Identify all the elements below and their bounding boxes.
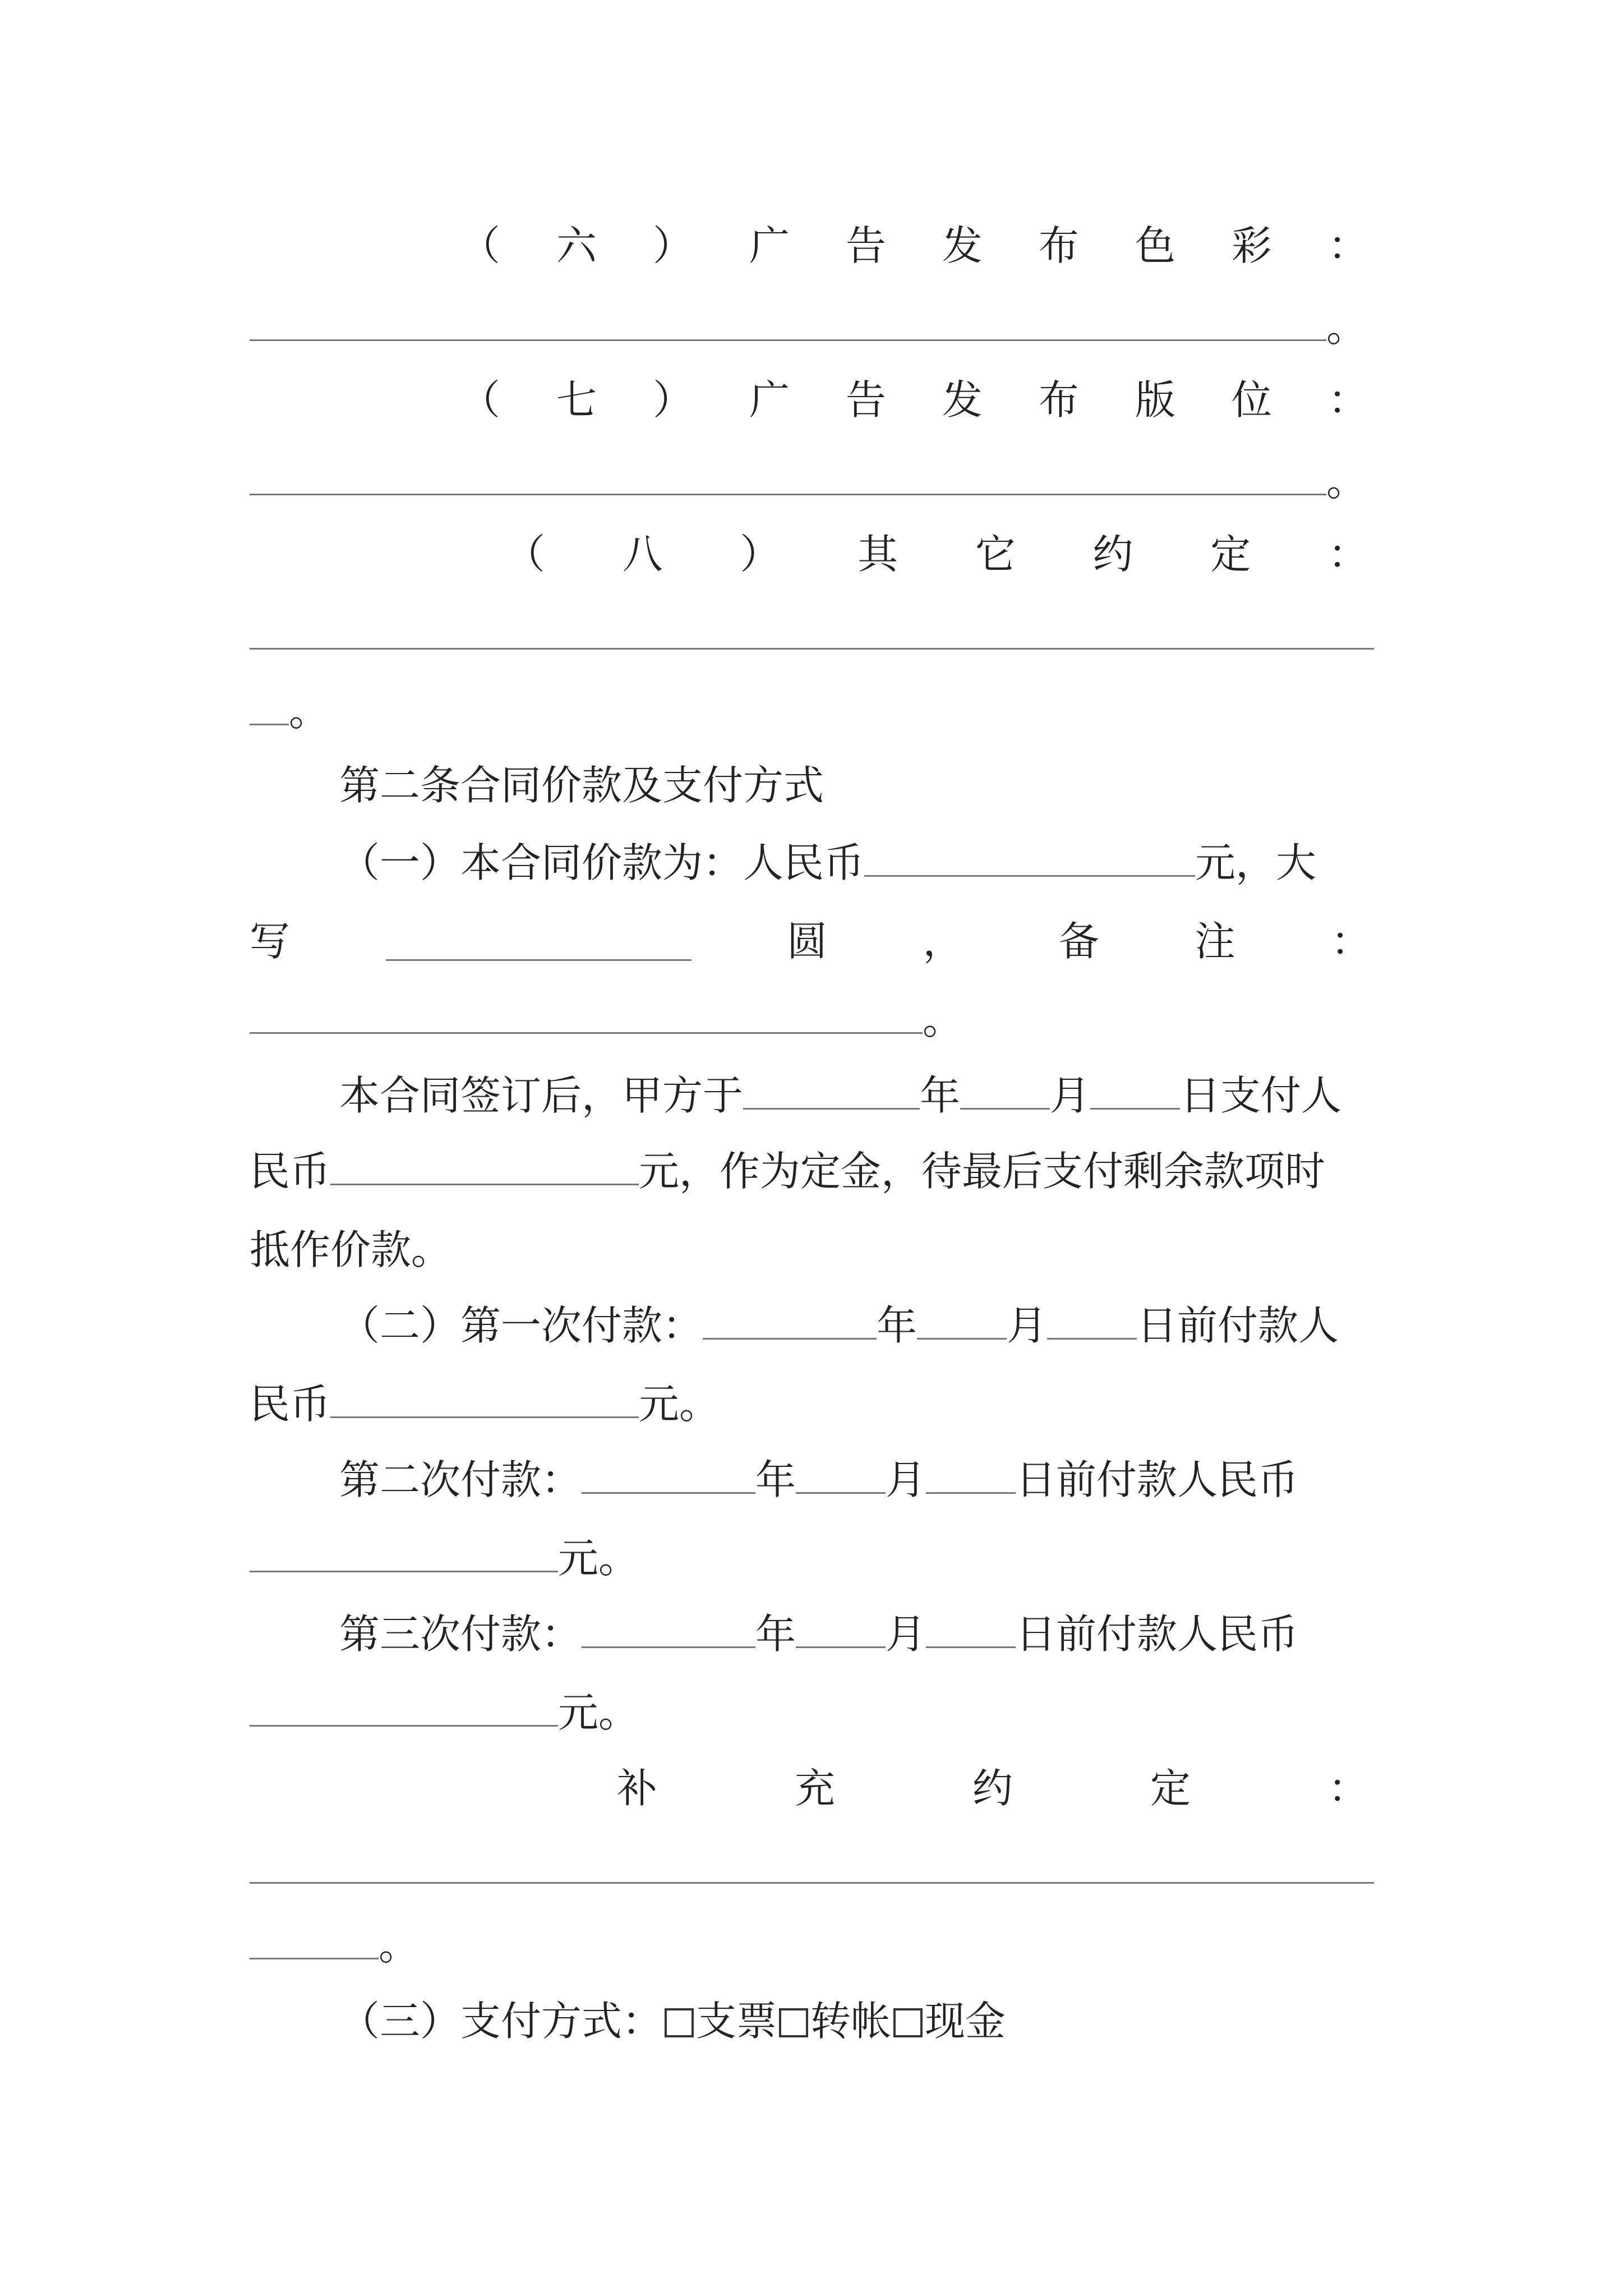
char: ： — [1327, 376, 1368, 424]
period: 。 — [379, 1922, 419, 1969]
fill-blank[interactable] — [250, 611, 1374, 650]
char: 写 — [250, 918, 291, 965]
clause-six-heading — [460, 219, 1368, 273]
pay2-label: 第二次付款： — [339, 1456, 582, 1503]
day-label: 日支付人 — [1180, 1072, 1342, 1119]
article-2-title: 第二条合同价款及支付方式 — [339, 762, 824, 809]
year-blank[interactable] — [582, 1609, 755, 1648]
char: （ — [460, 222, 501, 269]
char: 约 — [972, 1765, 1013, 1812]
char: 八 — [622, 531, 663, 578]
char: 备 — [1058, 918, 1099, 965]
checkbox-transfer[interactable] — [779, 2008, 808, 2037]
char: 告 — [845, 222, 886, 269]
period: 。 — [289, 688, 330, 735]
year-blank[interactable] — [743, 1071, 920, 1110]
deposit-line-1 — [339, 1069, 1391, 1122]
supplement-fill-line — [250, 1843, 1385, 1897]
pay2-line-1 — [339, 1453, 1391, 1507]
year-label: 年 — [877, 1302, 917, 1349]
day-label: 日前付款人民币 — [1016, 1611, 1299, 1658]
month-blank[interactable] — [917, 1301, 1007, 1340]
pay3-line-1 — [339, 1607, 1391, 1661]
fill-blank[interactable] — [250, 1845, 1374, 1884]
period: 。 — [1326, 303, 1367, 351]
char: 布 — [1038, 222, 1079, 269]
yuan-label: 元，大 — [1195, 839, 1317, 886]
clause-eight-fill-line-end — [250, 684, 1385, 738]
day-blank[interactable] — [1090, 1071, 1180, 1110]
char: 版 — [1135, 376, 1175, 424]
char: 七 — [556, 376, 597, 424]
rmb-label: 民币 — [250, 1148, 331, 1195]
yuan-label: 元。 — [558, 1689, 639, 1736]
clause-six-fill-line — [250, 300, 1385, 354]
char: ） — [740, 531, 781, 578]
char: 广 — [749, 376, 790, 424]
char: ： — [1327, 222, 1368, 269]
month-blank[interactable] — [796, 1609, 886, 1648]
pay1-line-2 — [250, 1377, 1385, 1431]
char: 注 — [1195, 918, 1235, 965]
option-transfer-label: 转帐 — [810, 1998, 892, 2045]
pay1-line-1 — [339, 1299, 1391, 1352]
char: ： — [1330, 918, 1371, 965]
char: ： — [1327, 1765, 1368, 1812]
yuan-label: 元。 — [639, 1381, 720, 1428]
char: ） — [652, 222, 693, 269]
month-label: 月 — [886, 1456, 926, 1503]
year-label: 年 — [755, 1611, 796, 1658]
year-blank[interactable] — [582, 1455, 755, 1494]
char: ） — [652, 376, 693, 424]
yuan-label: 元。 — [558, 1535, 639, 1582]
char: ： — [1327, 531, 1368, 578]
capital-amount-blank[interactable] — [386, 922, 691, 961]
payment-method-label: （三）支付方式： — [339, 1998, 663, 2045]
clause-seven-heading — [460, 373, 1368, 427]
remark-fill-line — [250, 993, 1385, 1047]
pay3-amount-blank[interactable] — [250, 1688, 558, 1727]
price-line-2 — [250, 914, 1371, 968]
char: 色 — [1135, 222, 1175, 269]
month-label: 月 — [1007, 1302, 1048, 1349]
supplement-fill-line-end — [250, 1918, 1385, 1972]
char: 它 — [975, 531, 1016, 578]
char: 充 — [794, 1765, 835, 1812]
day-blank[interactable] — [926, 1455, 1016, 1494]
deposit-line-2 — [250, 1144, 1385, 1198]
deposit-amount-blank[interactable] — [330, 1147, 639, 1185]
remark-blank[interactable] — [250, 995, 923, 1034]
pay3-label: 第三次付款： — [339, 1611, 582, 1658]
char: 六 — [556, 222, 597, 269]
month-blank[interactable] — [960, 1071, 1050, 1110]
char: （ — [505, 531, 546, 578]
option-cash-label: 现金 — [925, 1998, 1006, 2045]
char: （ — [460, 376, 501, 424]
char: 广 — [749, 222, 790, 269]
char: 其 — [857, 531, 898, 578]
fill-blank[interactable] — [250, 457, 1326, 495]
pay2-line-2 — [250, 1531, 1385, 1585]
option-cheque-label: 支票 — [696, 1998, 777, 2045]
pay1-label: （二）第一次付款： — [339, 1302, 703, 1349]
month-blank[interactable] — [796, 1455, 886, 1494]
char: 彩 — [1231, 222, 1272, 269]
pay3-line-2 — [250, 1686, 1385, 1740]
deposit-label: 本合同签订后，甲方于 — [339, 1072, 744, 1119]
year-label: 年 — [755, 1456, 796, 1503]
year-blank[interactable] — [703, 1301, 877, 1340]
char: 约 — [1092, 531, 1133, 578]
payment-method-line — [339, 1994, 1475, 2048]
day-blank[interactable] — [926, 1609, 1016, 1648]
supplement-heading — [617, 1761, 1368, 1815]
deposit-text: 元，作为定金，待最后支付剩余款项时 — [639, 1148, 1326, 1195]
pay1-amount-blank[interactable] — [330, 1379, 639, 1418]
char: 定 — [1210, 531, 1251, 578]
clause-eight-fill-line — [250, 609, 1385, 662]
char: 发 — [942, 222, 983, 269]
pay2-amount-blank[interactable] — [250, 1534, 558, 1572]
char: 告 — [845, 376, 886, 424]
char: 发 — [942, 376, 983, 424]
char: 定 — [1150, 1765, 1191, 1812]
fill-blank[interactable] — [250, 687, 289, 725]
checkbox-cheque[interactable] — [665, 2008, 694, 2037]
price-amount-blank[interactable] — [864, 838, 1195, 877]
month-label: 月 — [1050, 1072, 1091, 1119]
rmb-label: 民币 — [250, 1381, 331, 1428]
deposit-line-3: 抵作价款。 — [250, 1226, 452, 1273]
clause-seven-fill-line — [250, 454, 1385, 508]
char: 布 — [1038, 376, 1079, 424]
char: 位 — [1231, 376, 1272, 424]
price-line-1 — [339, 836, 1391, 890]
char: ， — [923, 918, 963, 965]
month-label: 月 — [886, 1611, 926, 1658]
year-label: 年 — [920, 1072, 961, 1119]
fill-blank[interactable] — [250, 302, 1326, 341]
day-label: 日前付款人 — [1137, 1302, 1339, 1349]
char: 补 — [617, 1765, 658, 1812]
fill-blank[interactable] — [250, 1921, 379, 1959]
price-label: （一）本合同价款为：人民币 — [339, 839, 865, 886]
day-label: 日前付款人民币 — [1016, 1456, 1299, 1503]
day-blank[interactable] — [1047, 1301, 1137, 1340]
period: 。 — [923, 996, 963, 1043]
period: 。 — [1326, 458, 1367, 505]
checkbox-cash[interactable] — [893, 2008, 923, 2037]
char: 圆 — [786, 918, 827, 965]
clause-eight-heading — [505, 527, 1368, 581]
